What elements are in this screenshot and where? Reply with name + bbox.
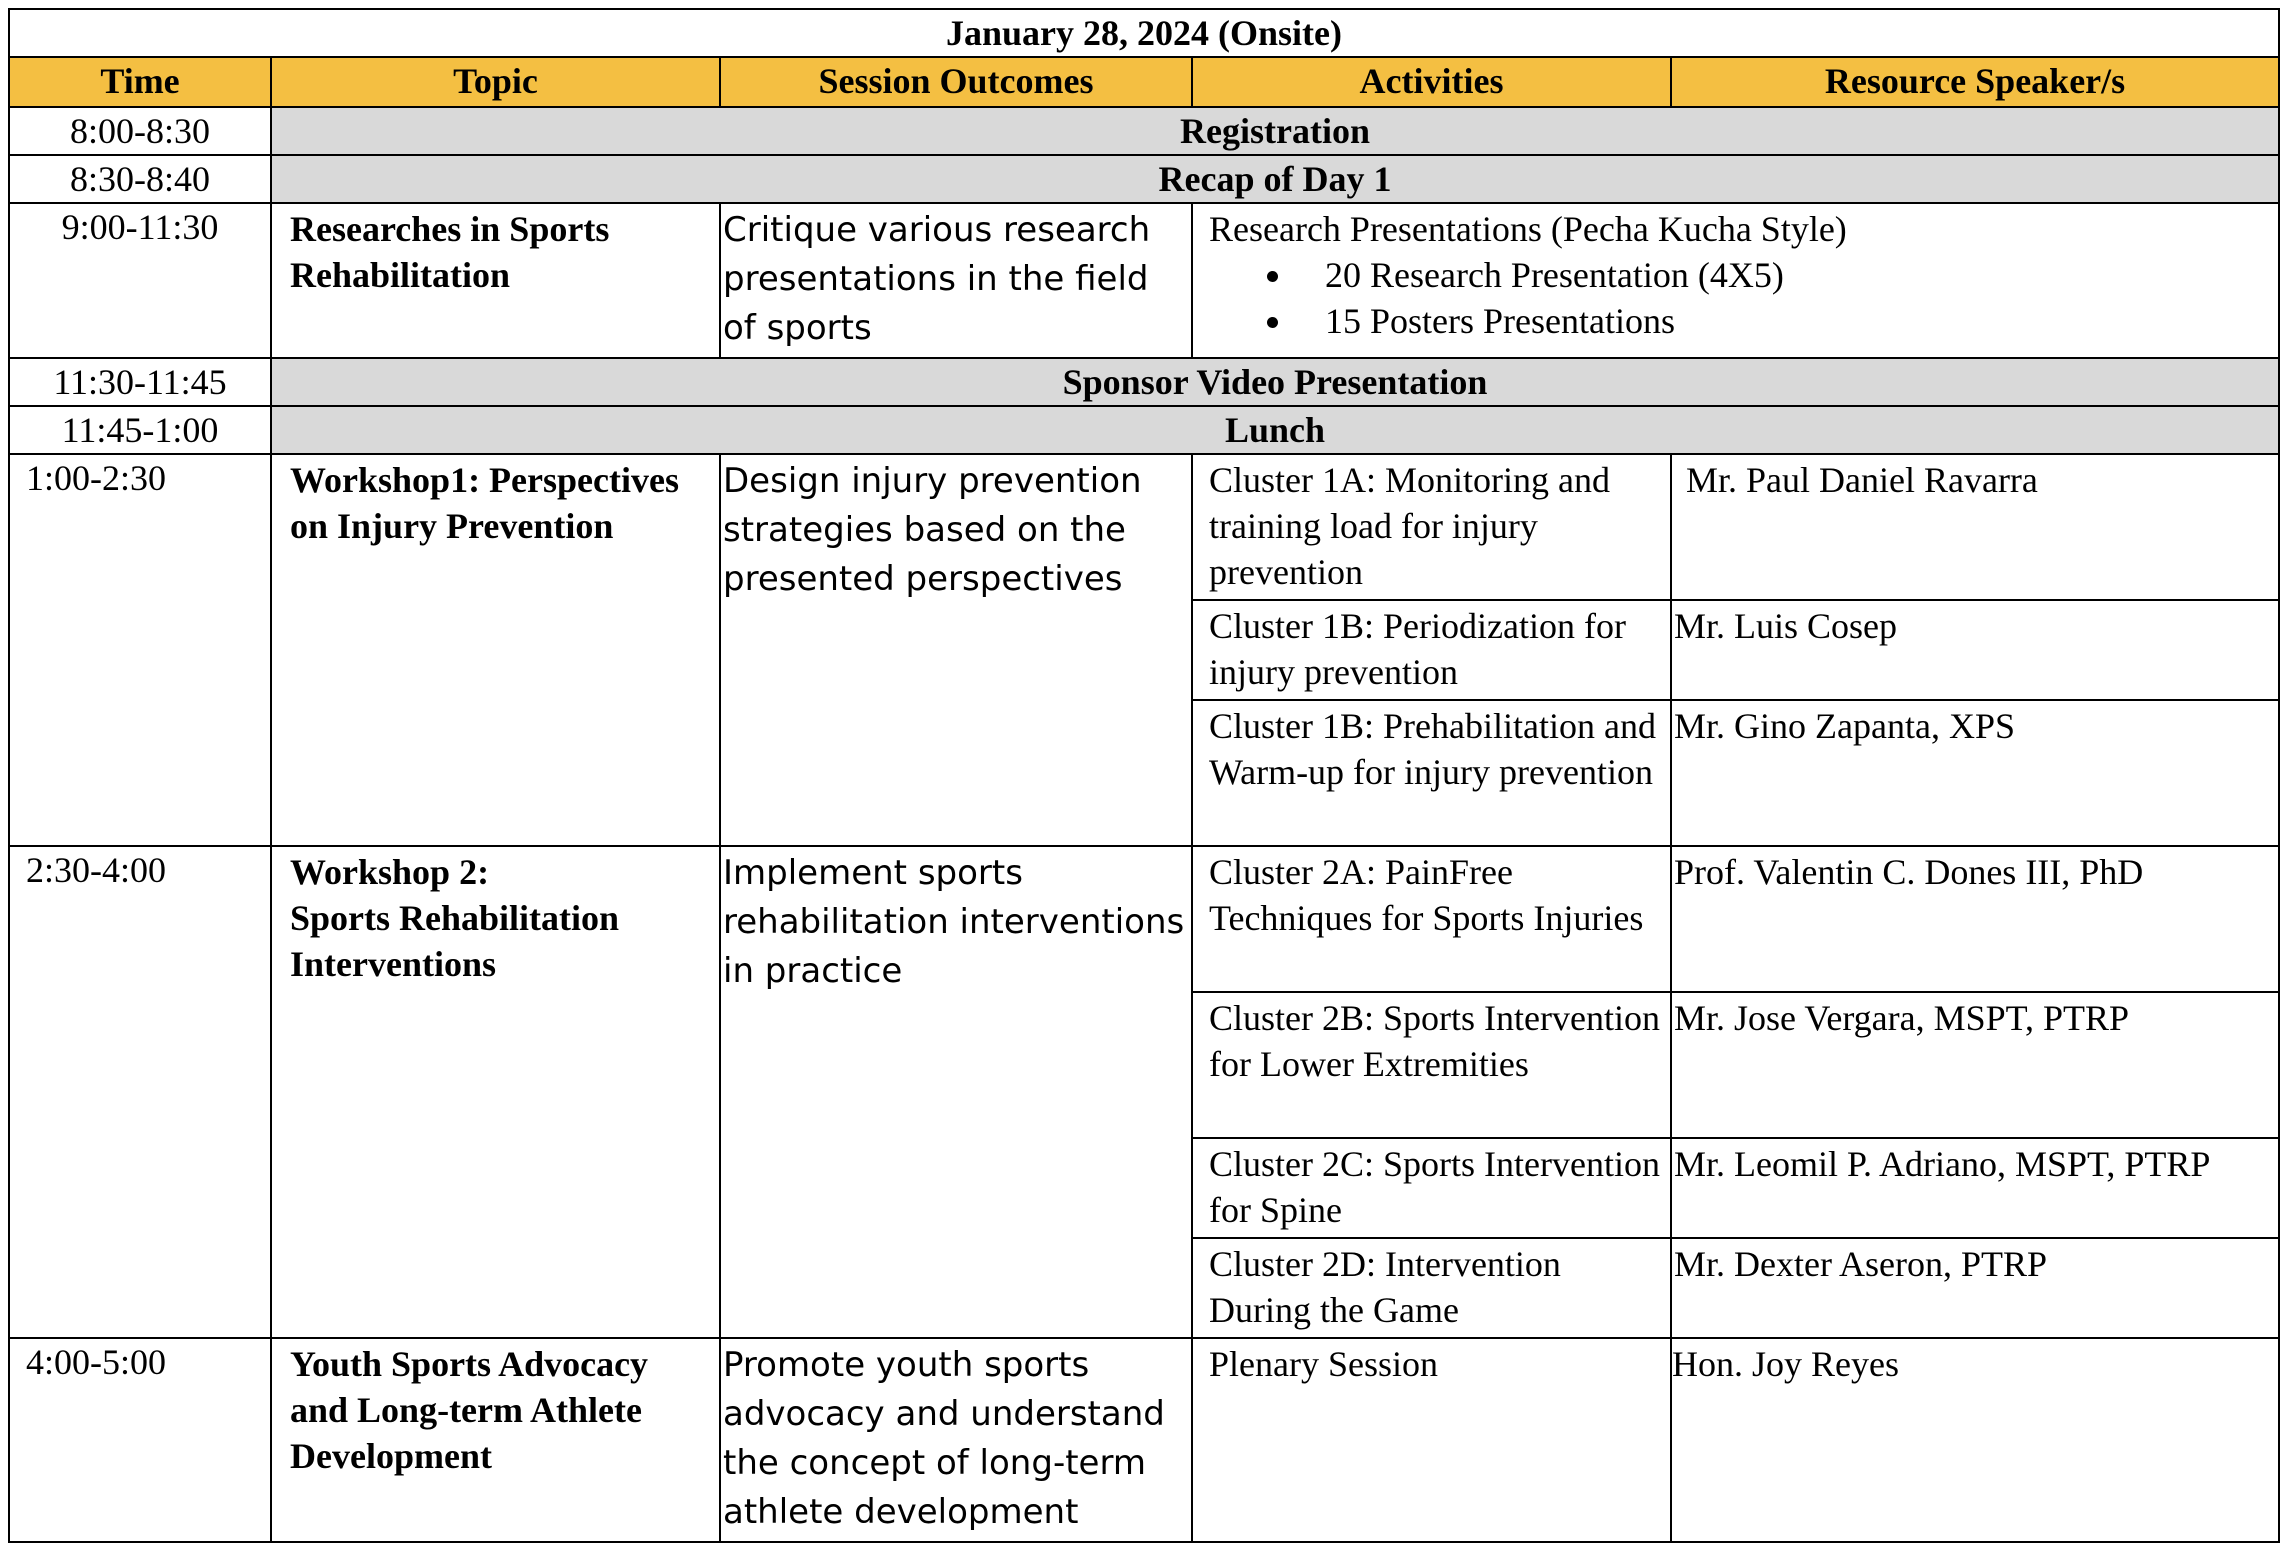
- list-item: • 20 Research Presentation (4X5): [1295, 252, 2270, 298]
- activity-cell: Plenary Session: [1192, 1338, 1671, 1542]
- topic-cell: Researches in Sports Rehabilitation: [271, 203, 720, 358]
- column-header-outcomes: Session Outcomes: [720, 57, 1192, 107]
- speaker-cell: Mr. Dexter Aseron, PTRP: [1671, 1238, 2279, 1338]
- activity-cell: Cluster 2B: Sports Intervention for Lower Extremities: [1192, 992, 1671, 1138]
- column-header-time: Time: [9, 57, 271, 107]
- column-header-activities: Activities: [1192, 57, 1671, 107]
- activity-text: Research Presentations (Pecha Kucha Style): [1209, 209, 1847, 249]
- activity-cell: Cluster 1B: Prehabilitation and Warm-up for injury prevention: [1192, 700, 1671, 846]
- schedule-sheet: [8, 8, 2278, 1543]
- time-cell: 11:30-11:45: [9, 358, 271, 406]
- table-row: [9, 846, 2279, 992]
- topic-line: Sports Rehabilitation Interventions: [290, 898, 620, 984]
- topic-cell: Workshop1: Perspectives on Injury Prevention: [271, 454, 720, 846]
- column-header-topic: Topic: [271, 57, 720, 107]
- speaker-cell: Mr. Paul Daniel Ravarra: [1671, 454, 2279, 600]
- topic-cell: [271, 846, 720, 1338]
- time-cell: 1:00-2:30: [9, 454, 271, 846]
- schedule-table: [8, 8, 2280, 1543]
- banner-cell: Recap of Day 1: [271, 155, 2279, 203]
- speaker-cell: Mr. Luis Cosep: [1671, 600, 2279, 700]
- outcome-cell: Critique various research presentations in the field of sports: [720, 203, 1192, 358]
- activity-cell: [1192, 203, 2279, 358]
- table-row: [9, 358, 2279, 406]
- activity-cell: Cluster 2D: Intervention During the Game: [1192, 1238, 1671, 1338]
- time-cell: 8:00-8:30: [9, 107, 271, 155]
- speaker-cell: Prof. Valentin C. Dones III, PhD: [1671, 846, 2279, 992]
- table-row: [9, 203, 2279, 358]
- table-row: [9, 454, 2279, 600]
- activity-cell: Cluster 1A: Monitoring and training load for injury prevention: [1192, 454, 1671, 600]
- speaker-cell: Mr. Jose Vergara, MSPT, PTRP: [1671, 992, 2279, 1138]
- activity-cell: Cluster 1B: Periodization for injury prevention: [1192, 600, 1671, 700]
- column-header-speakers: Resource Speaker/s: [1671, 57, 2279, 107]
- time-cell: 11:45-1:00: [9, 406, 271, 454]
- time-cell: 8:30-8:40: [9, 155, 271, 203]
- header-row: [9, 57, 2279, 107]
- list-item: • 15 Posters Presentations: [1295, 298, 2270, 344]
- speaker-cell: Hon. Joy Reyes: [1671, 1338, 2279, 1542]
- banner-cell: Sponsor Video Presentation: [271, 358, 2279, 406]
- activity-cell: Cluster 2A: PainFree Techniques for Sports Injuries: [1192, 846, 1671, 992]
- outcome-cell: Promote youth sports advocacy and understand the concept of long-term athlete development: [720, 1338, 1192, 1542]
- outcome-cell: Design injury prevention strategies based on the presented perspectives: [720, 454, 1192, 846]
- topic-line: Workshop 2:: [290, 852, 490, 892]
- table-row: [9, 406, 2279, 454]
- table-row: [9, 155, 2279, 203]
- speaker-cell: Mr. Gino Zapanta, XPS: [1671, 700, 2279, 846]
- time-cell: 4:00-5:00: [9, 1338, 271, 1542]
- speaker-cell: Mr. Leomil P. Adriano, MSPT, PTRP: [1671, 1138, 2279, 1238]
- table-row: [9, 1338, 2279, 1542]
- table-row: [9, 107, 2279, 155]
- schedule-title: January 28, 2024 (Onsite): [9, 9, 2279, 57]
- activity-cell: Cluster 2C: Sports Intervention for Spine: [1192, 1138, 1671, 1238]
- topic-cell: Youth Sports Advocacy and Long-term Athlete Development: [271, 1338, 720, 1542]
- title-row: [9, 9, 2279, 57]
- time-cell: 2:30-4:00: [9, 846, 271, 1338]
- banner-cell: Registration: [271, 107, 2279, 155]
- outcome-cell: Implement sports rehabilitation interventions in practice: [720, 846, 1192, 1338]
- time-cell: 9:00-11:30: [9, 203, 271, 358]
- banner-cell: Lunch: [271, 406, 2279, 454]
- bullet-list: [1209, 252, 2270, 344]
